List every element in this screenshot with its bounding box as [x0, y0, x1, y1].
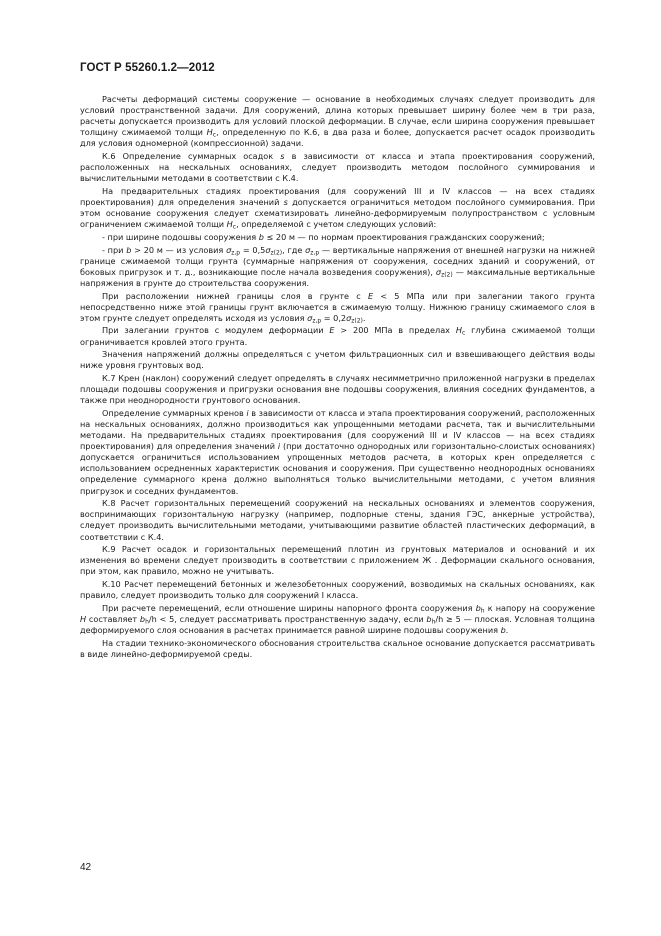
paragraph: К.8 Расчет горизонтальных перемещений сооружений на нескальных основаниях и элементов сооружения, воспринимающих горизонтальную нагрузку (например, подпорные стены, здания ГЭС, анкерные устройства), следует производить вычислительными методами, учитывающими развитие областей пластических деформаций, в соответствии с К.4.: [80, 498, 595, 542]
paragraph: При расположении нижней границы слоя в грунте с E < 5 МПа или при залегании такого грунта непосредственно ниже этой границы грунт включается в сжимаемую толщу. Нижнюю границу сжимаемого слоя в этом грунте следует определять исходя из условия $\sigma_{z,р} = 0,2\sigma_{z(2)}$.: [80, 290, 595, 325]
page-number: 42: [80, 862, 92, 873]
document-header: ГОСТ Р 55260.1.2—2012: [80, 62, 215, 74]
paragraph: Значения напряжений должны определяться с учетом фильтрационных сил и взвешивающего действия воды ниже уровня грунтовых вод.: [80, 349, 595, 371]
paragraph: На предварительных стадиях проектирования (для сооружений III и IV классов — на всех стадиях проектирования) для определения значений s допускается ограничиться методом послойного суммирования. При этом основание сооружения следует схематизировать линейно-деформируемым полупространством с условным ограничением сжимаемой толщи $H_c$, определяемой с учетом следующих условий:: [80, 185, 595, 231]
paragraph: К.7 Крен (наклон) сооружений следует определять в случаях несимметрично приложенной нагрузки в пределах площади подошвы сооружения и пригрузки основания вне подошвы сооружения, влияния соседних фундаментов, а также при неоднородности грунтового основания.: [80, 373, 595, 406]
paragraph: К.10 Расчет перемещений бетонных и железобетонных сооружений, возводимых на скальных основаниях, как правило, следует производить только для сооружений I класса.: [80, 579, 595, 601]
paragraph: Расчеты деформаций системы сооружение — основание в необходимых случаях следует производить для условий пространственной задачи. Для сооружений, длина которых превышает ширину более чем в три раза, расчеты допускается производить для условий плоской деформации. В случае, если ширина сооружения превышает толщину сжимаемой толщи $H_c$, определенную по К.6, в два раза и более, допускается расчет осадок производить для условия одномерной (компрессионной) задачи.: [80, 94, 595, 149]
paragraph: К.6 Определение суммарных осадок s в зависимости от класса и этапа проектирования сооружений, расположенных на нескальных основаниях, следует производить методом послойного суммирования и вычислительными методами в соответствии с К.4.: [80, 151, 595, 184]
paragraph: На стадии технико-экономического обоснования строительства скальное основание допускается рассматривать в виде линейно-деформируемой среды.: [80, 637, 595, 659]
paragraph: К.9 Расчет осадок и горизонтальных перемещений плотин из грунтовых материалов и оснований и их изменения во времени следует производить в соответствии с приложением Ж . Деформации скального основания, при этом, как правило, можно не учитывать.: [80, 544, 595, 577]
paragraph: - при ширине подошвы сооружения b ≤ 20 м — по нормам проектирования гражданских сооружений;: [102, 231, 545, 242]
paragraph: - при b > 20 м — из условия $\sigma_{z,р} = 0,5\sigma_{z(2)}$, где $\sigma_{z,р}$ — вертикальные напряжения от внешней нагрузки на нижней границе сжимаемой толщи грунта (суммарные напряжения от сооружения, соседних зданий и сооружений, от боковых пригрузок и т. д., возникающие после начала возведения сооружения), $\sigma_{z(2)}$ — максимальные вертикальные напряжения в грунте до строительства сооружения.: [80, 244, 595, 288]
paragraph: Определение суммарных кренов i в зависимости от класса и этапа проектирования сооружений, расположенных на нескальных основаниях, должно производиться как упрощенными методами расчета, так и вычислительными методами. На предварительных стадиях проектирования (для сооружений III и IV классов — на всех стадиях проектирования) для определения значений i (при достаточно однородных или горизонтально-слоистых основаниях) допускается ограничиться использованием упрощенных методов расчета, в которых крен определяется с использованием осредненных характеристик основания и сооружения. При существенно неоднородных основаниях определение суммарного крена должно выполняться только вычислительными методами, с учетом влияния пригрузок и соседних фундаментов.: [80, 407, 595, 496]
document-body: [80, 94, 595, 660]
paragraph: При залегании грунтов с модулем деформации E > 200 МПа в пределах $H_c$ глубина сжимаемой толщи ограничивается кровлей этого грунта.: [80, 325, 595, 347]
paragraph: При расчете перемещений, если отношение ширины напорного фронта сооружения $b_h$ к напору на сооружение H составляет $b_h/h < 5$, следует рассматривать пространственную задачу, если $b_h/h \ge 5$ — плоская. Условная толщина деформируемого слоя основания в расчетах принимается равной ширине подошвы сооружения b.: [80, 602, 595, 636]
